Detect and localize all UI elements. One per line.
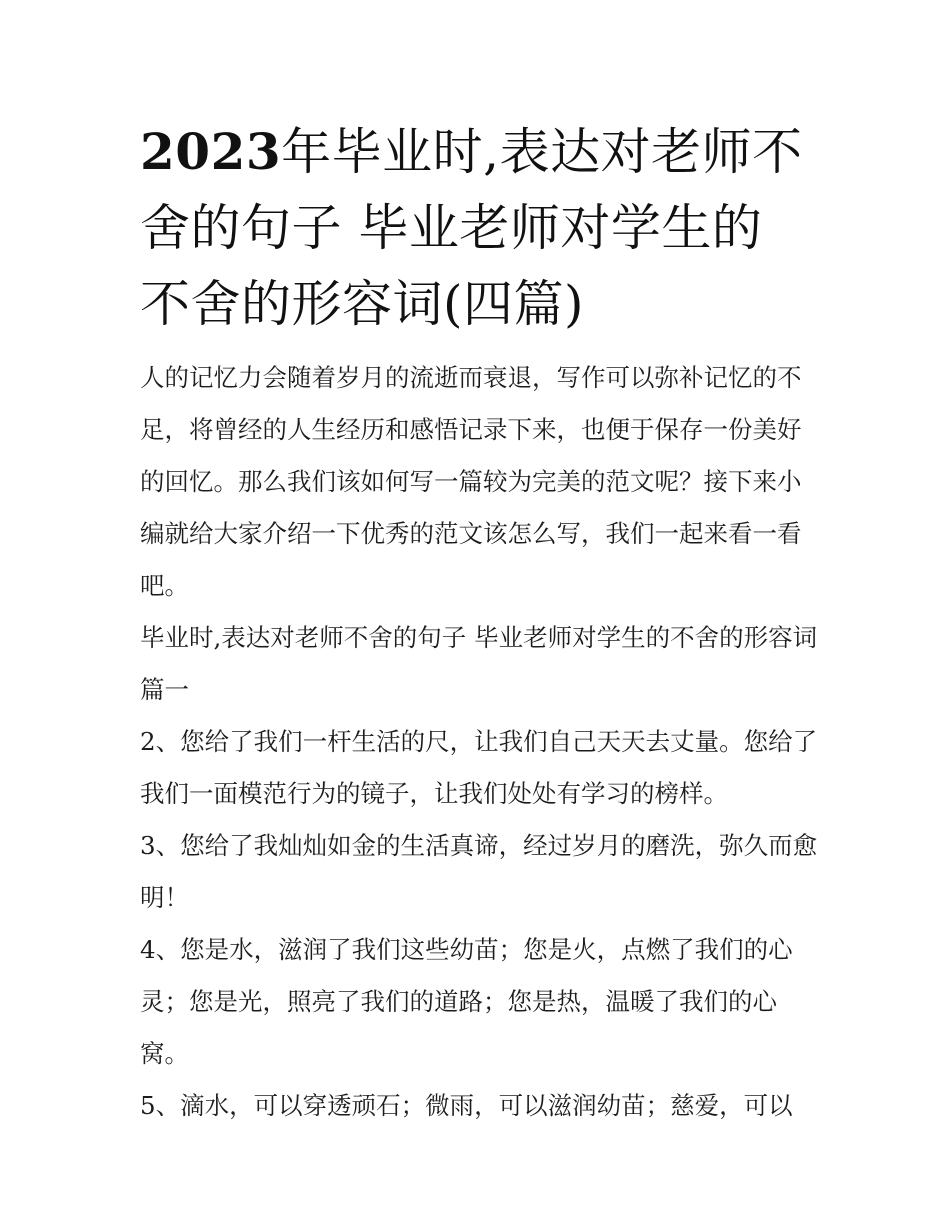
document-body <box>140 352 820 1132</box>
document-title <box>140 114 812 342</box>
list-item: 4、您是水，滋润了我们这些幼苗；您是火，点燃了我们的心灵；您是光，照亮了我们的道路；您是热，温暖了我们的心窝。 <box>140 935 793 1068</box>
list-item: 2、您给了我们一杆生活的尺，让我们自己天天去丈量。您给了我们一面模范行为的镜子，让我们处处有学习的榜样。 <box>140 727 818 808</box>
intro-paragraph: 人的记忆力会随着岁月的流逝而衰退，写作可以弥补记忆的不足，将曾经的人生经历和感悟记录下来，也便于保存一份美好的回忆。那么我们该如何写一篇较为完美的范文呢？接下来小编就给大家介绍一下优秀的范文该怎么写，我们一起来看一看吧。 <box>140 363 802 600</box>
title-text: 年毕业时,表达对老师不舍的句子 毕业老师对学生的不舍的形容词(四篇) <box>140 123 803 333</box>
list-item: 5、滴水，可以穿透顽石；微雨，可以滋润幼苗；慈爱，可以 <box>140 1091 793 1120</box>
list-item: 3、您给了我灿灿如金的生活真谛，经过岁月的磨洗，弥久而愈明！ <box>140 831 818 912</box>
section-heading: 毕业时,表达对老师不舍的句子 毕业老师对学生的不舍的形容词篇一 <box>140 623 818 704</box>
title-year: 2023 <box>140 122 282 181</box>
